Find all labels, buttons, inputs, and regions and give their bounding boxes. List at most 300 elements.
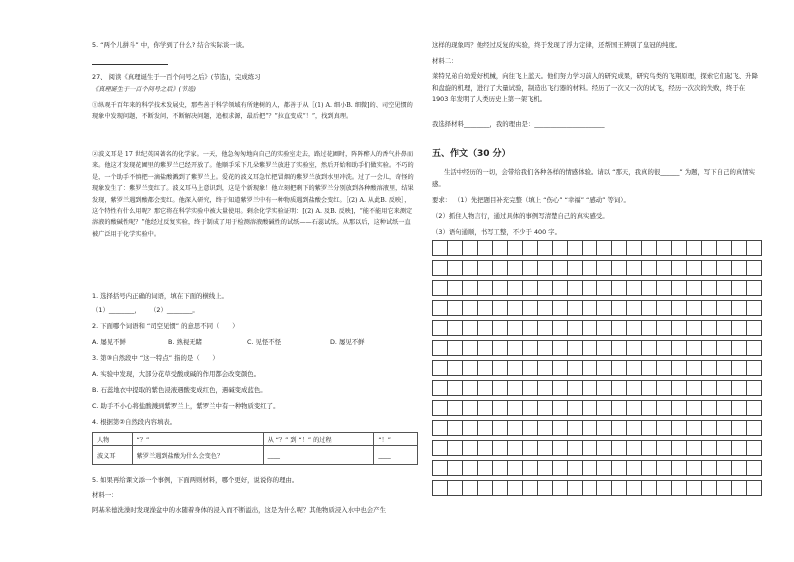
writing-grid-cell[interactable] (582, 301, 597, 316)
writing-grid-cell[interactable] (537, 421, 552, 436)
writing-grid-cell[interactable] (552, 261, 567, 276)
writing-grid-row[interactable] (432, 320, 762, 336)
writing-grid-cell[interactable] (447, 301, 462, 316)
writing-grid-cell[interactable] (672, 241, 687, 256)
writing-grid-cell[interactable] (642, 381, 657, 396)
writing-grid-cell[interactable] (717, 481, 732, 496)
writing-grid-cell[interactable] (627, 261, 642, 276)
writing-grid-cell[interactable] (447, 401, 462, 416)
writing-grid-cell[interactable] (567, 361, 582, 376)
writing-grid-cell[interactable] (627, 301, 642, 316)
writing-grid-cell[interactable] (732, 281, 747, 296)
writing-grid-cell[interactable] (537, 461, 552, 476)
writing-grid-cell[interactable] (657, 301, 672, 316)
writing-grid-cell[interactable] (627, 381, 642, 396)
writing-grid-cell[interactable] (642, 361, 657, 376)
writing-grid-cell[interactable] (612, 341, 627, 356)
table-answer-cell[interactable]: ____ (374, 446, 418, 465)
writing-grid-cell[interactable] (747, 341, 762, 356)
question-3-option-c[interactable]: C. 助手不小心将盐酸溅到紫罗兰上，紫罗兰中有一种物质变红了。 (92, 402, 280, 410)
writing-grid-row[interactable] (432, 340, 762, 356)
choose-material-line[interactable]: 我选择材料________，我的理由是：______________________ (432, 120, 605, 128)
writing-grid-cell[interactable] (522, 241, 537, 256)
writing-grid-cell[interactable] (612, 461, 627, 476)
writing-grid-cell[interactable] (433, 321, 448, 336)
writing-grid-cell[interactable] (552, 301, 567, 316)
writing-grid-cell[interactable] (732, 401, 747, 416)
writing-grid-cell[interactable] (642, 401, 657, 416)
writing-grid-cell[interactable] (672, 261, 687, 276)
writing-grid-cell[interactable] (732, 481, 747, 496)
writing-grid-cell[interactable] (447, 241, 462, 256)
writing-grid-cell[interactable] (597, 401, 612, 416)
writing-grid-cell[interactable] (433, 341, 448, 356)
writing-grid-cell[interactable] (717, 421, 732, 436)
writing-grid-cell[interactable] (672, 301, 687, 316)
writing-grid-cell[interactable] (567, 241, 582, 256)
writing-grid-cell[interactable] (642, 481, 657, 496)
writing-grid-cell[interactable] (462, 261, 477, 276)
writing-grid-cell[interactable] (612, 401, 627, 416)
writing-grid-cell[interactable] (552, 281, 567, 296)
writing-grid-cell[interactable] (627, 341, 642, 356)
writing-grid-cell[interactable] (642, 281, 657, 296)
writing-grid-cell[interactable] (522, 281, 537, 296)
writing-grid-cell[interactable] (462, 241, 477, 256)
writing-grid-cell[interactable] (507, 381, 522, 396)
writing-grid-cell[interactable] (657, 421, 672, 436)
writing-grid-row[interactable] (432, 380, 762, 396)
writing-grid-cell[interactable] (612, 481, 627, 496)
writing-grid-cell[interactable] (687, 301, 702, 316)
writing-grid-cell[interactable] (747, 321, 762, 336)
writing-grid-cell[interactable] (522, 301, 537, 316)
writing-grid-cell[interactable] (687, 321, 702, 336)
writing-grid-cell[interactable] (687, 401, 702, 416)
writing-grid-cell[interactable] (612, 241, 627, 256)
writing-grid-cell[interactable] (492, 481, 507, 496)
writing-grid-cell[interactable] (642, 341, 657, 356)
writing-grid-cell[interactable] (672, 461, 687, 476)
writing-grid-cell[interactable] (507, 321, 522, 336)
writing-grid-cell[interactable] (582, 421, 597, 436)
writing-grid-cell[interactable] (657, 341, 672, 356)
writing-grid-cell[interactable] (612, 421, 627, 436)
writing-grid-cell[interactable] (687, 361, 702, 376)
writing-grid-cell[interactable] (717, 441, 732, 456)
writing-grid-cell[interactable] (522, 461, 537, 476)
writing-grid-cell[interactable] (612, 301, 627, 316)
writing-grid-cell[interactable] (433, 401, 448, 416)
writing-grid-cell[interactable] (672, 401, 687, 416)
answer-line[interactable] (92, 64, 168, 65)
writing-grid-cell[interactable] (537, 341, 552, 356)
writing-grid-cell[interactable] (433, 281, 448, 296)
writing-grid-row[interactable] (432, 260, 762, 276)
writing-grid-cell[interactable] (582, 241, 597, 256)
writing-grid-cell[interactable] (627, 321, 642, 336)
writing-grid-cell[interactable] (447, 261, 462, 276)
writing-grid-cell[interactable] (687, 341, 702, 356)
writing-grid-row[interactable] (432, 240, 762, 256)
writing-grid-cell[interactable] (657, 461, 672, 476)
writing-grid-cell[interactable] (537, 281, 552, 296)
writing-grid-cell[interactable] (433, 441, 448, 456)
writing-grid-cell[interactable] (477, 461, 492, 476)
writing-grid-cell[interactable] (492, 401, 507, 416)
writing-grid-cell[interactable] (552, 381, 567, 396)
writing-grid-cell[interactable] (462, 361, 477, 376)
writing-grid-cell[interactable] (447, 361, 462, 376)
writing-grid-cell[interactable] (447, 441, 462, 456)
writing-grid-cell[interactable] (657, 441, 672, 456)
writing-grid-cell[interactable] (687, 281, 702, 296)
writing-grid-cell[interactable] (672, 441, 687, 456)
writing-grid-cell[interactable] (657, 481, 672, 496)
writing-grid-cell[interactable] (717, 461, 732, 476)
writing-grid-cell[interactable] (612, 441, 627, 456)
writing-grid-cell[interactable] (612, 381, 627, 396)
writing-grid-cell[interactable] (582, 381, 597, 396)
writing-grid-cell[interactable] (732, 301, 747, 316)
writing-grid-cell[interactable] (552, 481, 567, 496)
writing-grid-cell[interactable] (582, 401, 597, 416)
writing-grid-cell[interactable] (522, 381, 537, 396)
writing-grid-cell[interactable] (552, 341, 567, 356)
writing-grid-cell[interactable] (672, 421, 687, 436)
writing-grid-cell[interactable] (433, 261, 448, 276)
writing-grid-row[interactable] (432, 420, 762, 436)
writing-grid-cell[interactable] (597, 421, 612, 436)
writing-grid-cell[interactable] (507, 441, 522, 456)
writing-grid-cell[interactable] (507, 341, 522, 356)
writing-grid-cell[interactable] (462, 341, 477, 356)
writing-grid-cell[interactable] (672, 341, 687, 356)
writing-grid-cell[interactable] (477, 421, 492, 436)
writing-grid-cell[interactable] (687, 241, 702, 256)
writing-grid-cell[interactable] (732, 421, 747, 436)
writing-grid-cell[interactable] (627, 401, 642, 416)
writing-grid-cell[interactable] (702, 241, 717, 256)
writing-grid-cell[interactable] (702, 261, 717, 276)
writing-grid-cell[interactable] (492, 361, 507, 376)
writing-grid-cell[interactable] (747, 301, 762, 316)
writing-grid-cell[interactable] (582, 281, 597, 296)
writing-grid-cell[interactable] (537, 481, 552, 496)
writing-grid-cell[interactable] (477, 281, 492, 296)
writing-grid-cell[interactable] (657, 381, 672, 396)
writing-grid-cell[interactable] (492, 321, 507, 336)
writing-grid-cell[interactable] (687, 441, 702, 456)
writing-grid-cell[interactable] (597, 261, 612, 276)
question-1-blank-2[interactable]: （2）________。 (150, 306, 199, 314)
writing-grid-cell[interactable] (492, 241, 507, 256)
writing-grid-cell[interactable] (492, 261, 507, 276)
writing-grid-cell[interactable] (642, 321, 657, 336)
writing-grid-cell[interactable] (627, 281, 642, 296)
writing-grid-cell[interactable] (657, 261, 672, 276)
writing-grid-cell[interactable] (657, 281, 672, 296)
writing-grid-cell[interactable] (447, 481, 462, 496)
writing-grid-cell[interactable] (447, 461, 462, 476)
writing-grid-cell[interactable] (732, 241, 747, 256)
writing-grid-cell[interactable] (477, 241, 492, 256)
writing-grid-cell[interactable] (552, 241, 567, 256)
writing-grid-cell[interactable] (462, 441, 477, 456)
writing-grid-cell[interactable] (747, 281, 762, 296)
writing-grid-cell[interactable] (567, 481, 582, 496)
writing-grid-cell[interactable] (687, 421, 702, 436)
writing-grid-cell[interactable] (642, 241, 657, 256)
writing-grid-cell[interactable] (597, 301, 612, 316)
writing-grid-cell[interactable] (492, 461, 507, 476)
writing-grid-cell[interactable] (702, 321, 717, 336)
writing-grid-cell[interactable] (462, 421, 477, 436)
writing-grid-cell[interactable] (492, 281, 507, 296)
writing-grid-cell[interactable] (612, 281, 627, 296)
writing-grid-cell[interactable] (492, 341, 507, 356)
writing-grid-cell[interactable] (567, 301, 582, 316)
question-2-option-d[interactable]: D. 屡见不鲜 (330, 338, 365, 346)
writing-grid-cell[interactable] (717, 301, 732, 316)
writing-grid-cell[interactable] (597, 441, 612, 456)
writing-grid-cell[interactable] (582, 341, 597, 356)
writing-grid-row[interactable] (432, 360, 762, 376)
writing-grid-cell[interactable] (522, 401, 537, 416)
question-3-option-b[interactable]: B. 石蕊地衣中提取的紫色浸液遇酸变成红色，遇碱变成蓝色。 (92, 386, 267, 394)
writing-grid-cell[interactable] (687, 481, 702, 496)
writing-grid-cell[interactable] (522, 341, 537, 356)
writing-grid-cell[interactable] (717, 361, 732, 376)
writing-grid-cell[interactable] (462, 461, 477, 476)
writing-grid-cell[interactable] (717, 341, 732, 356)
writing-grid-cell[interactable] (702, 341, 717, 356)
writing-grid-cell[interactable] (597, 341, 612, 356)
writing-grid-cell[interactable] (567, 441, 582, 456)
writing-grid-cell[interactable] (612, 361, 627, 376)
writing-grid-cell[interactable] (507, 241, 522, 256)
writing-grid-cell[interactable] (537, 241, 552, 256)
writing-grid-cell[interactable] (462, 281, 477, 296)
writing-grid-cell[interactable] (687, 261, 702, 276)
writing-grid-cell[interactable] (537, 261, 552, 276)
writing-grid-cell[interactable] (702, 461, 717, 476)
writing-grid-cell[interactable] (582, 321, 597, 336)
writing-grid-cell[interactable] (462, 301, 477, 316)
writing-grid-cell[interactable] (747, 401, 762, 416)
writing-grid-cell[interactable] (732, 321, 747, 336)
writing-grid-cell[interactable] (567, 261, 582, 276)
writing-grid-row[interactable] (432, 280, 762, 296)
writing-grid-cell[interactable] (507, 421, 522, 436)
writing-grid-cell[interactable] (717, 281, 732, 296)
writing-grid-cell[interactable] (537, 361, 552, 376)
writing-grid-cell[interactable] (582, 261, 597, 276)
writing-grid-cell[interactable] (747, 381, 762, 396)
writing-grid-cell[interactable] (507, 481, 522, 496)
writing-grid-cell[interactable] (552, 421, 567, 436)
writing-grid-cell[interactable] (567, 461, 582, 476)
writing-grid-cell[interactable] (477, 261, 492, 276)
writing-grid-cell[interactable] (447, 281, 462, 296)
writing-grid-cell[interactable] (597, 381, 612, 396)
writing-grid-cell[interactable] (597, 461, 612, 476)
writing-grid-cell[interactable] (627, 441, 642, 456)
writing-grid-cell[interactable] (732, 461, 747, 476)
writing-grid-cell[interactable] (702, 481, 717, 496)
writing-grid-cell[interactable] (732, 361, 747, 376)
writing-grid-cell[interactable] (507, 461, 522, 476)
writing-grid-cell[interactable] (492, 381, 507, 396)
writing-grid-cell[interactable] (447, 381, 462, 396)
writing-grid-cell[interactable] (552, 361, 567, 376)
writing-grid-cell[interactable] (747, 461, 762, 476)
writing-grid-cell[interactable] (747, 261, 762, 276)
writing-grid-cell[interactable] (747, 241, 762, 256)
writing-grid-cell[interactable] (597, 361, 612, 376)
writing-grid-cell[interactable] (612, 261, 627, 276)
writing-grid-cell[interactable] (447, 341, 462, 356)
writing-grid-cell[interactable] (717, 321, 732, 336)
writing-grid-cell[interactable] (642, 441, 657, 456)
writing-grid-cell[interactable] (657, 241, 672, 256)
writing-grid-row[interactable] (432, 300, 762, 316)
writing-grid-cell[interactable] (672, 361, 687, 376)
writing-grid-cell[interactable] (642, 301, 657, 316)
writing-grid-cell[interactable] (702, 281, 717, 296)
writing-grid-cell[interactable] (582, 441, 597, 456)
writing-grid-cell[interactable] (507, 281, 522, 296)
writing-grid-cell[interactable] (627, 421, 642, 436)
writing-grid-cell[interactable] (462, 481, 477, 496)
question-2-option-b[interactable]: B. 熟视无睹 (168, 338, 203, 346)
writing-grid-cell[interactable] (627, 461, 642, 476)
writing-grid-cell[interactable] (732, 261, 747, 276)
writing-grid-cell[interactable] (582, 461, 597, 476)
writing-grid-cell[interactable] (537, 401, 552, 416)
writing-grid-cell[interactable] (702, 401, 717, 416)
writing-grid-cell[interactable] (537, 301, 552, 316)
table-answer-cell[interactable]: ____ (263, 446, 374, 465)
writing-grid-cell[interactable] (567, 421, 582, 436)
writing-grid-cell[interactable] (672, 481, 687, 496)
writing-grid-cell[interactable] (717, 261, 732, 276)
writing-grid-row[interactable] (432, 440, 762, 456)
writing-grid-cell[interactable] (507, 401, 522, 416)
writing-grid-cell[interactable] (582, 361, 597, 376)
writing-grid-cell[interactable] (477, 381, 492, 396)
writing-grid-cell[interactable] (612, 321, 627, 336)
writing-grid-cell[interactable] (657, 401, 672, 416)
writing-grid-cell[interactable] (433, 241, 448, 256)
writing-grid-cell[interactable] (717, 241, 732, 256)
writing-grid-cell[interactable] (537, 321, 552, 336)
writing-grid-cell[interactable] (597, 241, 612, 256)
writing-grid-cell[interactable] (462, 401, 477, 416)
writing-grid-cell[interactable] (537, 381, 552, 396)
writing-grid-cell[interactable] (522, 261, 537, 276)
writing-grid-cell[interactable] (462, 321, 477, 336)
writing-grid-cell[interactable] (747, 481, 762, 496)
writing-grid-cell[interactable] (507, 261, 522, 276)
question-1-blank-1[interactable]: （1）________， (92, 306, 141, 314)
writing-grid-cell[interactable] (433, 461, 448, 476)
writing-grid-cell[interactable] (552, 441, 567, 456)
writing-grid-cell[interactable] (717, 401, 732, 416)
writing-grid-cell[interactable] (702, 421, 717, 436)
writing-grid-cell[interactable] (477, 361, 492, 376)
writing-grid-cell[interactable] (522, 361, 537, 376)
writing-grid-cell[interactable] (582, 481, 597, 496)
writing-grid-row[interactable] (432, 460, 762, 476)
writing-grid-cell[interactable] (433, 361, 448, 376)
question-3-option-a[interactable]: A. 实验中发现，大部分花草受酸或碱的作用都会改变颜色。 (92, 370, 261, 378)
writing-grid-cell[interactable] (747, 421, 762, 436)
writing-grid-cell[interactable] (477, 401, 492, 416)
writing-grid-cell[interactable] (552, 321, 567, 336)
writing-grid-cell[interactable] (433, 381, 448, 396)
writing-grid-cell[interactable] (492, 301, 507, 316)
writing-grid-cell[interactable] (552, 461, 567, 476)
writing-grid-cell[interactable] (433, 421, 448, 436)
writing-grid-cell[interactable] (642, 461, 657, 476)
writing-grid-cell[interactable] (672, 321, 687, 336)
writing-grid-cell[interactable] (567, 381, 582, 396)
writing-grid-cell[interactable] (522, 421, 537, 436)
writing-grid-cell[interactable] (567, 341, 582, 356)
writing-grid-cell[interactable] (627, 361, 642, 376)
question-2-option-c[interactable]: C. 见怪不怪 (247, 338, 282, 346)
writing-grid-cell[interactable] (477, 301, 492, 316)
writing-grid-cell[interactable] (567, 401, 582, 416)
writing-grid-cell[interactable] (717, 381, 732, 396)
writing-grid-cell[interactable] (507, 301, 522, 316)
writing-grid-cell[interactable] (687, 461, 702, 476)
writing-grid-cell[interactable] (627, 481, 642, 496)
writing-grid-cell[interactable] (687, 381, 702, 396)
writing-grid-cell[interactable] (642, 261, 657, 276)
writing-grid-cell[interactable] (447, 421, 462, 436)
writing-grid-cell[interactable] (522, 321, 537, 336)
writing-grid-cell[interactable] (702, 381, 717, 396)
writing-grid-cell[interactable] (597, 481, 612, 496)
writing-grid-cell[interactable] (537, 441, 552, 456)
writing-grid-cell[interactable] (433, 481, 448, 496)
writing-grid-cell[interactable] (732, 381, 747, 396)
writing-grid-row[interactable] (432, 400, 762, 416)
writing-grid-cell[interactable] (462, 381, 477, 396)
writing-grid-cell[interactable] (447, 321, 462, 336)
writing-grid-cell[interactable] (657, 321, 672, 336)
writing-grid-cell[interactable] (747, 441, 762, 456)
writing-grid-cell[interactable] (477, 441, 492, 456)
writing-grid-cell[interactable] (702, 361, 717, 376)
writing-grid-cell[interactable] (732, 341, 747, 356)
writing-grid-cell[interactable] (642, 421, 657, 436)
writing-grid-cell[interactable] (732, 441, 747, 456)
writing-grid-cell[interactable] (522, 481, 537, 496)
writing-grid-cell[interactable] (597, 281, 612, 296)
writing-grid-cell[interactable] (702, 301, 717, 316)
writing-grid-row[interactable] (432, 480, 762, 496)
writing-grid-cell[interactable] (433, 301, 448, 316)
writing-grid-cell[interactable] (552, 401, 567, 416)
writing-grid-cell[interactable] (702, 441, 717, 456)
writing-grid-cell[interactable] (492, 421, 507, 436)
writing-grid-cell[interactable] (477, 341, 492, 356)
writing-grid-cell[interactable] (672, 281, 687, 296)
writing-grid-cell[interactable] (657, 361, 672, 376)
